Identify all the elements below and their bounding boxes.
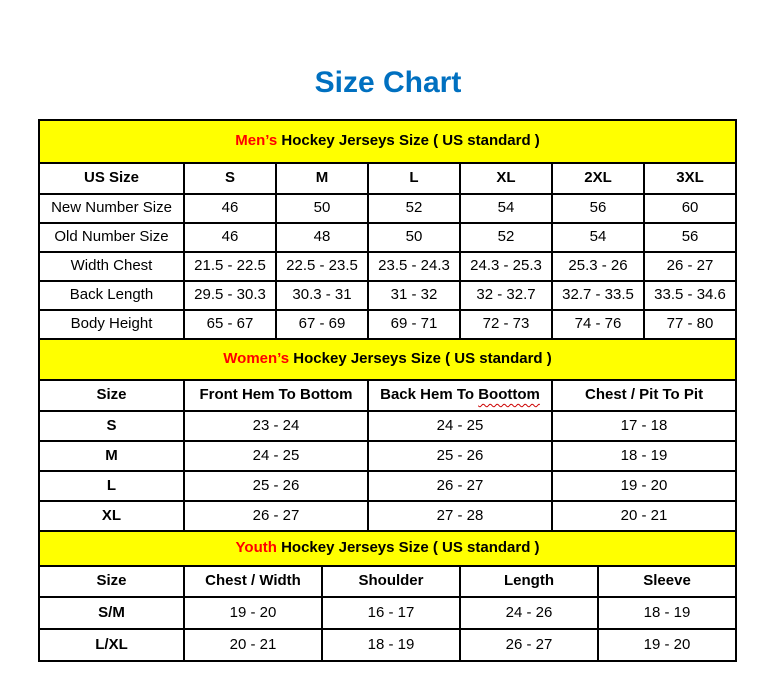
cell-value: 52 — [368, 194, 460, 223]
mens-section — [39, 120, 736, 339]
youth-section — [39, 531, 736, 661]
cell-value: 20 - 21 — [552, 501, 736, 531]
cell-value: 19 - 20 — [598, 629, 736, 661]
page-title: Size Chart — [314, 66, 462, 99]
womens-title-rest: Hockey Jerseys Size ( US standard ) — [289, 350, 552, 368]
cell-value: 24 - 25 — [184, 441, 368, 471]
back-hem-prefix: Back Hem To — [380, 386, 479, 404]
back-hem-misspelled-word: Boottom — [478, 386, 540, 404]
cell-value: 50 — [368, 223, 460, 252]
column-header: XL — [460, 163, 552, 194]
mens-accent-word: Men’s — [235, 132, 278, 150]
table-row — [39, 194, 736, 223]
cell-value: 46 — [184, 194, 276, 223]
row-label: S — [39, 411, 184, 441]
table-row — [39, 252, 736, 281]
row-label: S/M — [39, 597, 184, 629]
mens-section-title-row — [39, 120, 736, 163]
column-header: US Size — [39, 163, 184, 194]
cell-value: 24 - 26 — [460, 597, 598, 629]
mens-header-row — [39, 163, 736, 194]
column-header: S — [184, 163, 276, 194]
table-row — [39, 281, 736, 310]
column-header: Chest / Pit To Pit — [552, 380, 736, 411]
cell-value: 18 - 19 — [322, 629, 460, 661]
cell-value: 24 - 25 — [368, 411, 552, 441]
cell-value: 32.7 - 33.5 — [552, 281, 644, 310]
column-header: Shoulder — [322, 566, 460, 597]
cell-value: 54 — [460, 194, 552, 223]
table-row — [39, 629, 736, 661]
cell-value: 26 - 27 — [184, 501, 368, 531]
cell-value: 17 - 18 — [552, 411, 736, 441]
cell-value: 31 - 32 — [368, 281, 460, 310]
table-row — [39, 310, 736, 339]
row-label: New Number Size — [39, 194, 184, 223]
table-row — [39, 501, 736, 531]
column-header: 3XL — [644, 163, 736, 194]
cell-value: 69 - 71 — [368, 310, 460, 339]
womens-section — [39, 339, 736, 531]
cell-value: 30.3 - 31 — [276, 281, 368, 310]
cell-value: 72 - 73 — [460, 310, 552, 339]
row-label: L/XL — [39, 629, 184, 661]
youth-section-title — [39, 531, 736, 566]
cell-value: 65 - 67 — [184, 310, 276, 339]
column-header: M — [276, 163, 368, 194]
youth-title-rest: Hockey Jerseys Size ( US standard ) — [276, 539, 540, 557]
youth-section-title-row — [39, 531, 736, 566]
cell-value: 19 - 20 — [184, 597, 322, 629]
column-header: Size — [39, 566, 184, 597]
cell-value: 74 - 76 — [552, 310, 644, 339]
cell-value: 23 - 24 — [184, 411, 368, 441]
cell-value: 46 — [184, 223, 276, 252]
cell-value: 21.5 - 22.5 — [184, 252, 276, 281]
column-header: Chest / Width — [184, 566, 322, 597]
cell-value: 26 - 27 — [644, 252, 736, 281]
row-label: Old Number Size — [39, 223, 184, 252]
row-label: XL — [39, 501, 184, 531]
youth-header-row — [39, 566, 736, 597]
column-header: 2XL — [552, 163, 644, 194]
column-header-misspelled — [368, 380, 552, 411]
cell-value: 50 — [276, 194, 368, 223]
cell-value: 56 — [644, 223, 736, 252]
mens-title-rest: Hockey Jerseys Size ( US standard ) — [277, 132, 540, 150]
row-label: Width Chest — [39, 252, 184, 281]
cell-value: 23.5 - 24.3 — [368, 252, 460, 281]
womens-section-title — [39, 339, 736, 380]
cell-value: 20 - 21 — [184, 629, 322, 661]
row-label: L — [39, 471, 184, 501]
table-row — [39, 471, 736, 501]
cell-value: 19 - 20 — [552, 471, 736, 501]
table-row — [39, 223, 736, 252]
column-header: Size — [39, 380, 184, 411]
cell-value: 18 - 19 — [552, 441, 736, 471]
cell-value: 54 — [552, 223, 644, 252]
column-header: Sleeve — [598, 566, 736, 597]
cell-value: 77 - 80 — [644, 310, 736, 339]
cell-value: 26 - 27 — [368, 471, 552, 501]
womens-accent-word: Women’s — [223, 350, 290, 368]
womens-header-row — [39, 380, 736, 411]
cell-value: 25.3 - 26 — [552, 252, 644, 281]
cell-value: 56 — [552, 194, 644, 223]
cell-value: 27 - 28 — [368, 501, 552, 531]
cell-value: 52 — [460, 223, 552, 252]
cell-value: 33.5 - 34.6 — [644, 281, 736, 310]
column-header: Front Hem To Bottom — [184, 380, 368, 411]
youth-accent-word: Youth — [235, 539, 277, 557]
table-row — [39, 441, 736, 471]
cell-value: 29.5 - 30.3 — [184, 281, 276, 310]
cell-value: 24.3 - 25.3 — [460, 252, 552, 281]
column-header: Length — [460, 566, 598, 597]
cell-value: 16 - 17 — [322, 597, 460, 629]
table-row — [39, 411, 736, 441]
cell-value: 67 - 69 — [276, 310, 368, 339]
cell-value: 60 — [644, 194, 736, 223]
cell-value: 25 - 26 — [368, 441, 552, 471]
row-label: M — [39, 441, 184, 471]
size-chart-table — [38, 119, 737, 662]
table-row — [39, 597, 736, 629]
row-label: Back Length — [39, 281, 184, 310]
cell-value: 22.5 - 23.5 — [276, 252, 368, 281]
cell-value: 25 - 26 — [184, 471, 368, 501]
cell-value: 26 - 27 — [460, 629, 598, 661]
cell-value: 32 - 32.7 — [460, 281, 552, 310]
womens-section-title-row — [39, 339, 736, 380]
column-header: L — [368, 163, 460, 194]
cell-value: 18 - 19 — [598, 597, 736, 629]
row-label: Body Height — [39, 310, 184, 339]
mens-section-title — [39, 120, 736, 163]
cell-value: 48 — [276, 223, 368, 252]
